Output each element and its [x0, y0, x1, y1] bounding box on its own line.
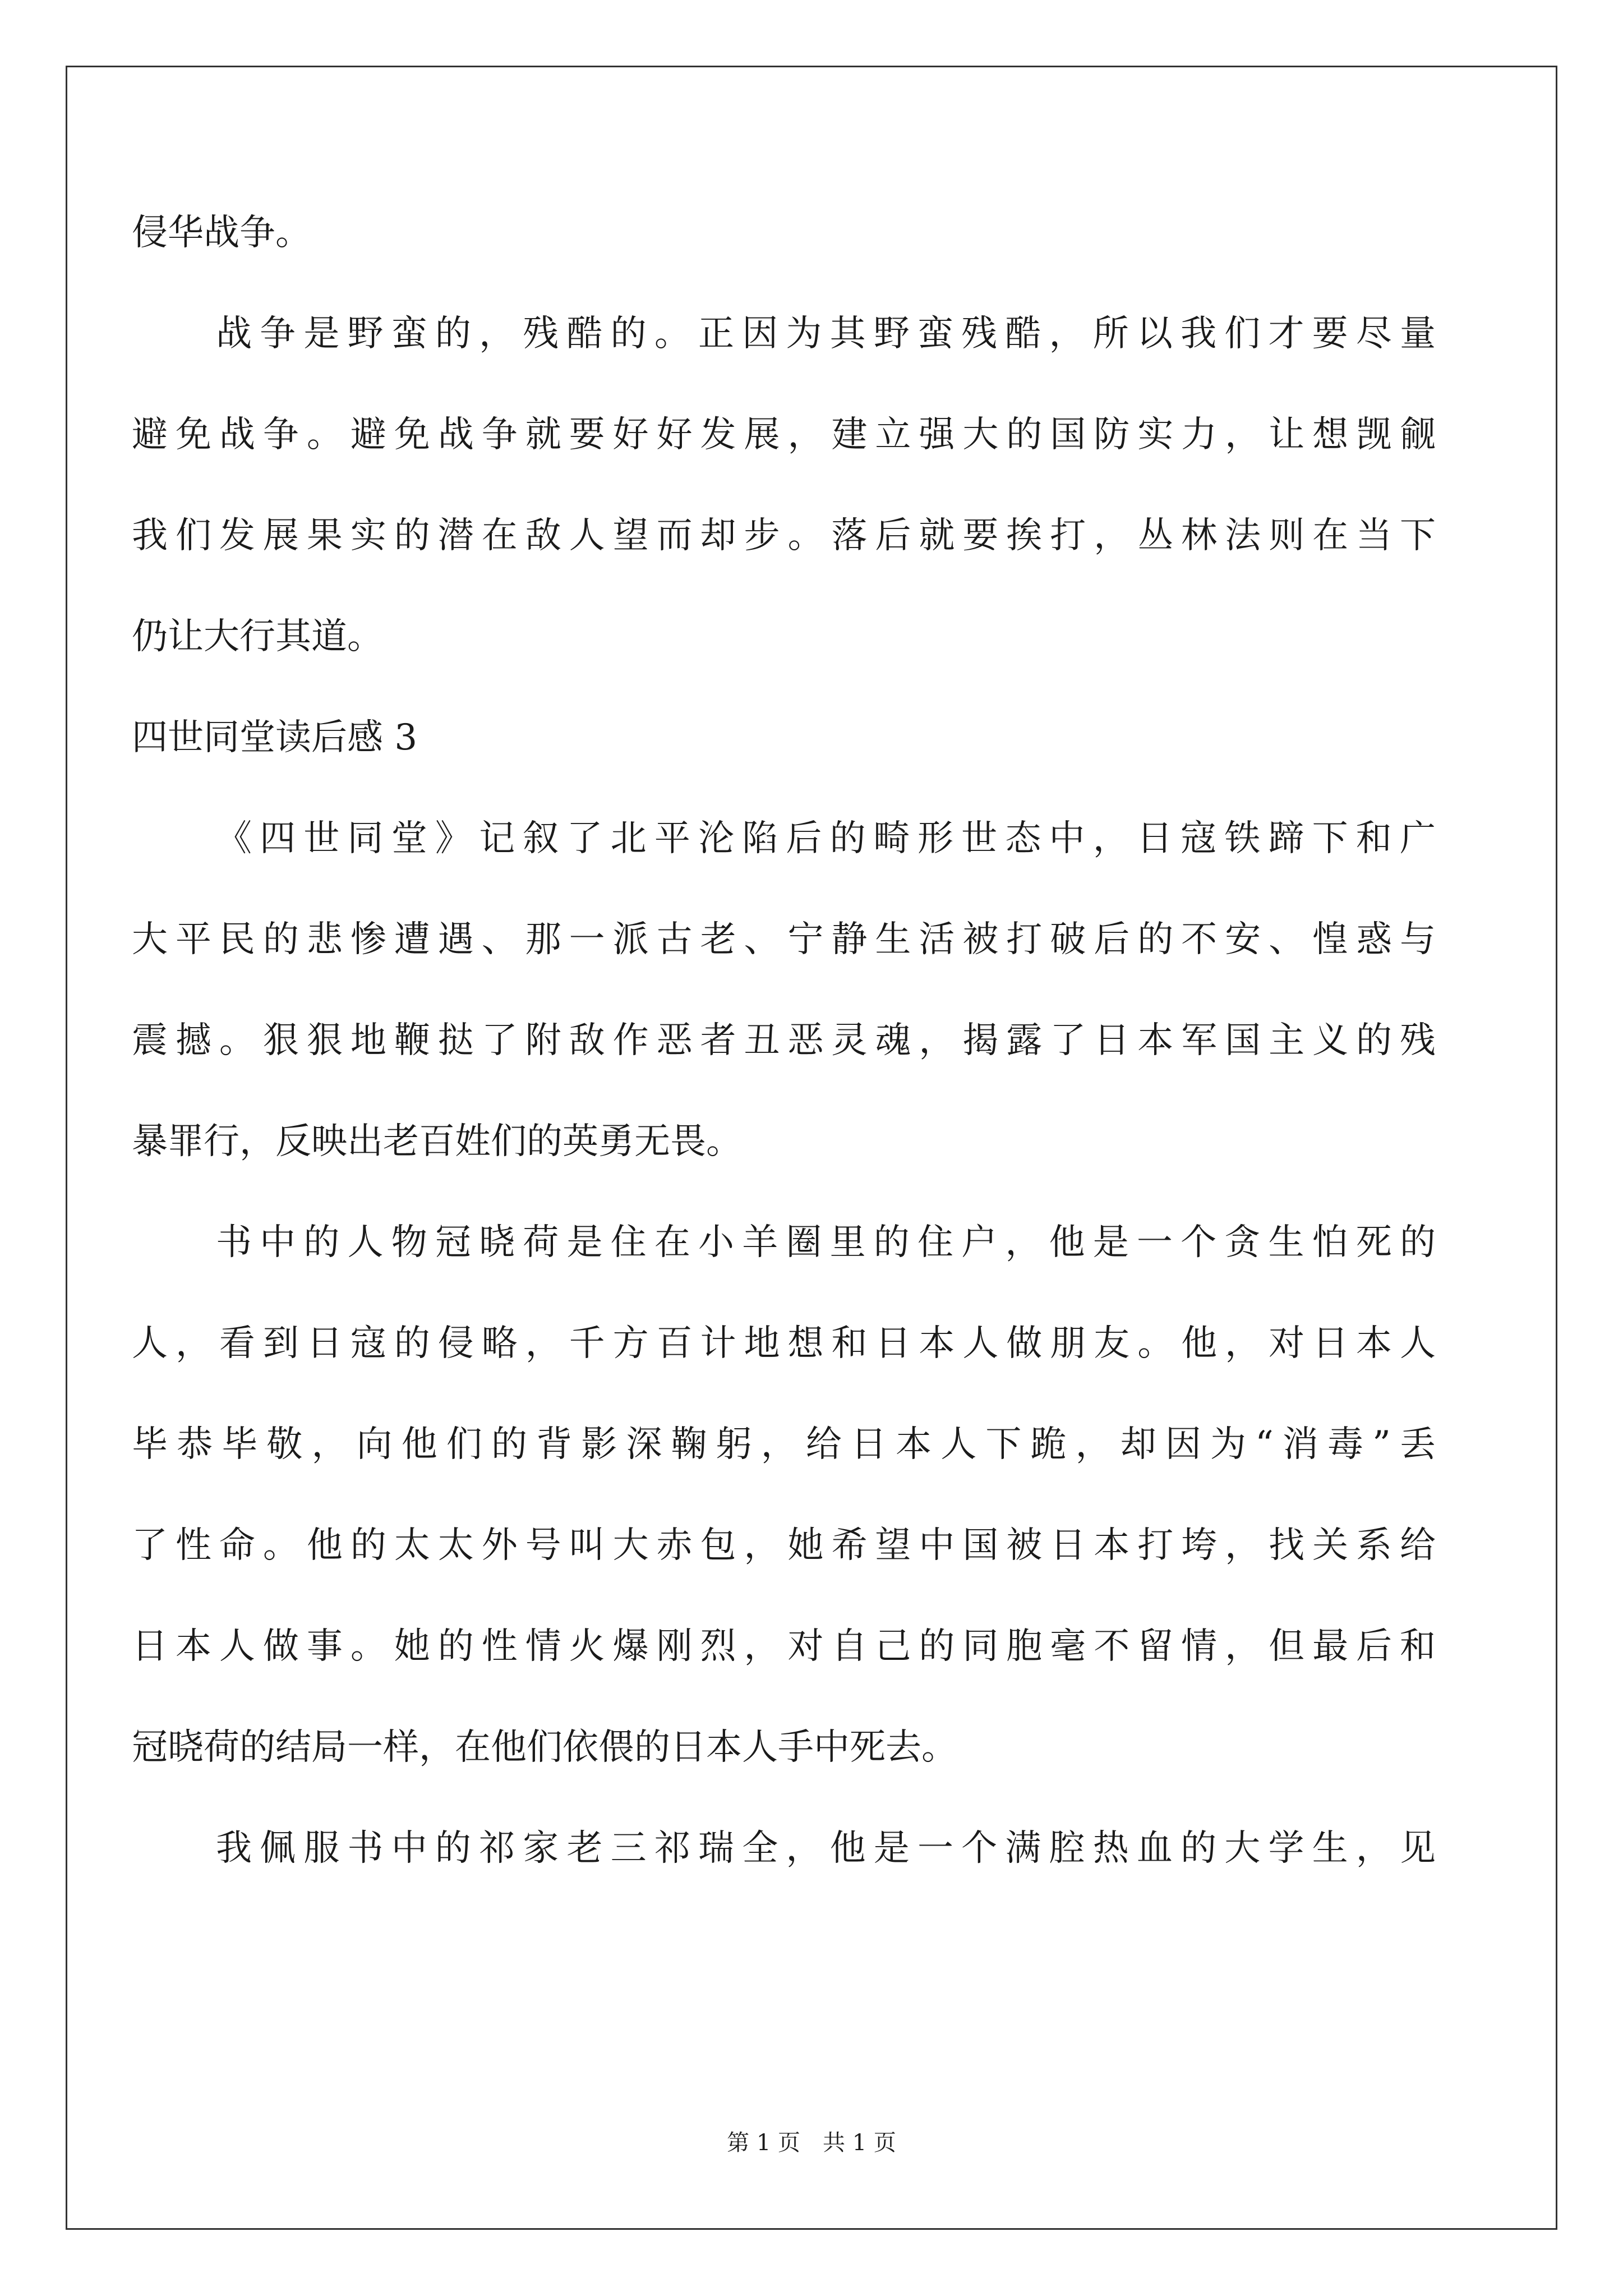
paragraph-first-line: 我佩服书中的祁家老三祁瑞全，他是一个满腔热血的大学生，见: [216, 1828, 1436, 1869]
page-total: 共 1 页: [823, 2130, 896, 2156]
text-line: 暴罪行，反映出老百姓们的英勇无畏。: [132, 1121, 742, 1162]
text-line: 大平民的悲惨遭遇、那一派古老、宁静生活被打破后的不安、惶惑与: [132, 919, 1436, 960]
text-line: 冠晓荷的结局一样，在他们依偎的日本人手中死去。: [132, 1727, 957, 1768]
text-line: 日本人做事。她的性情火爆刚烈，对自己的同胞毫不留情，但最后和: [132, 1626, 1436, 1667]
text-line: 侵华战争。: [132, 212, 311, 254]
page-footer: [0, 2129, 1623, 2157]
paragraph-first-line: 战争是野蛮的，残酷的。正因为其野蛮残酷，所以我们才要尽量: [216, 313, 1436, 355]
paragraph-first-line: 《四世同堂》记叙了北平沦陷后的畸形世态中，日寇铁蹄下和广: [216, 818, 1436, 859]
text-line: 人，看到日寇的侵略，千方百计地想和日本人做朋友。他，对日本人: [132, 1323, 1436, 1364]
text-line: 我们发展果实的潜在敌人望而却步。落后就要挨打，丛林法则在当下: [132, 515, 1436, 556]
text-line: 震撼。狠狠地鞭挞了附敌作恶者丑恶灵魂，揭露了日本军国主义的残: [132, 1020, 1436, 1061]
text-line: 仍让大行其道。: [132, 616, 383, 657]
text-line: 了性命。他的太太外号叫大赤包，她希望中国被日本打垮，找关系给: [132, 1525, 1436, 1566]
section-heading: 四世同堂读后感 3: [132, 717, 418, 758]
text-line: 避免战争。避免战争就要好好发展，建立强大的国防实力，让想觊觎: [132, 414, 1436, 455]
page-number: 第 1 页: [727, 2130, 800, 2156]
text-line: 毕恭毕敬，向他们的背影深鞠躬，给日本人下跪，却因为“消毒”丢: [132, 1424, 1436, 1465]
paragraph-first-line: 书中的人物冠晓荷是住在小羊圈里的住户，他是一个贪生怕死的: [216, 1222, 1436, 1263]
